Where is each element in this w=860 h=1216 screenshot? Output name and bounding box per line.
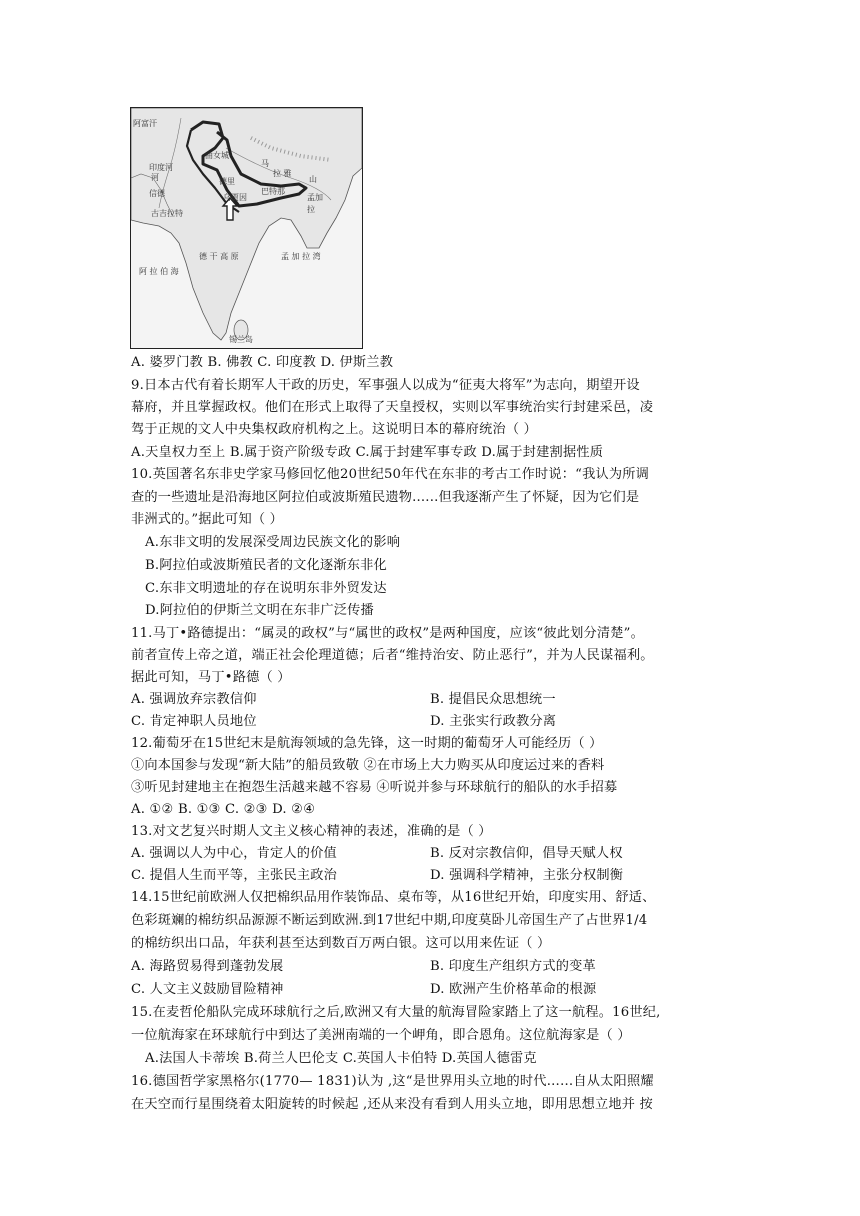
q11-stem-line-1: 11.马丁•路德提出：“属灵的政权”与“属世的政权”是两种国度，应该“彼此划分清楚”。 bbox=[131, 626, 644, 641]
map-label-kanauj: 曲女城 bbox=[205, 151, 229, 160]
q16-stem-line-2: 在天空而行星围绕着太阳旋转的时候起 ,还从来没有看到人用头立地，即用思想立地并 按 bbox=[131, 1097, 653, 1112]
map-label-deccan: 德 干 高 原 bbox=[199, 252, 239, 261]
q13-stem-line-1: 13.对文艺复兴时期人文主义核心精神的表述，准确的是（ ） bbox=[131, 824, 492, 839]
map-label-delhi: 德里 bbox=[219, 177, 235, 186]
q13-option-d: D. 强调科学精神，主张分权制衡 bbox=[430, 868, 624, 883]
map-label-gujarat: 古吉拉特 bbox=[151, 209, 183, 218]
india-route-map bbox=[131, 108, 362, 348]
q11-option-b: B. 提倡民众思想统一 bbox=[430, 692, 556, 707]
q14-option-a: A. 海路贸易得到蓬勃发展 bbox=[131, 959, 284, 974]
q14-option-d: D. 欧洲产生价格革命的根源 bbox=[430, 982, 597, 997]
q12-options: A. ①② B. ①③ C. ②③ D. ②④ bbox=[131, 802, 316, 817]
q11-option-a: A. 强调放弃宗教信仰 bbox=[131, 692, 257, 707]
q10-option-d: D.阿拉伯的伊斯兰文明在东非广泛传播 bbox=[145, 603, 374, 618]
q13-option-c: C. 提倡人生而平等，主张民主政治 bbox=[131, 868, 338, 883]
map-label-afghanistan: 阿富汗 bbox=[133, 119, 157, 128]
map-label-river: 河 bbox=[151, 173, 159, 182]
q12-item-line-2: ③听见封建地主在抱怨生活越来越不容易 ④听说并参与环球航行的船队的水手招募 bbox=[131, 780, 618, 795]
map-label-ujjain: 乌贾因 bbox=[223, 193, 247, 202]
q9-options: A.天皇权力至上 B.属于资产阶级专政 C.属于封建军事专政 D.属于封建割据性质 bbox=[131, 445, 604, 460]
map-label-arabian-sea: 阿 拉 伯 海 bbox=[139, 267, 179, 276]
q11-option-c: C. 肯定神职人员地位 bbox=[131, 714, 257, 729]
map-label-bay: 孟 加 拉 湾 bbox=[281, 252, 321, 261]
q13-option-a: A. 强调以人为中心，肯定人的价值 bbox=[131, 846, 337, 861]
map-label-xindu: 信德 bbox=[149, 189, 165, 198]
q12-item-line-1: ①向本国参与发现“新大陆”的船员致敬 ②在市场上大力购买从印度运过来的香料 bbox=[131, 758, 605, 773]
q10-option-c: C.东非文明遗址的存在说明东非外贸发达 bbox=[145, 581, 387, 596]
map-label-hima: 马 bbox=[261, 159, 269, 168]
q15-stem-line-1: 15.在麦哲伦船队完成环球航行之后,欧洲又有大量的航海冒险家踏上了这一航程。16世纪, bbox=[131, 1005, 661, 1020]
q10-stem-line-2: 查的一些遗址是沿海地区阿拉伯或波斯殖民遗物......但我逐渐产生了怀疑，因为它们是 bbox=[131, 490, 640, 505]
map-label-la: 拉 bbox=[307, 205, 315, 214]
q10-stem-line-1: 10.英国著名东非史学家马修回忆他20世纪50年代在东非的考古工作时说：“我认为所调 bbox=[131, 467, 650, 482]
q15-stem-line-2: 一位航海家在环球航行中到达了美洲南端的一个岬角，即合恩角。这位航海家是（ ） bbox=[131, 1028, 631, 1043]
q12-stem-line-1: 12.葡萄牙在15世纪末是航海领域的急先锋，这一时期的葡萄牙人可能经历（ ） bbox=[131, 736, 603, 751]
q9-stem-line-3: 驾于正规的文人中央集权政府机构之上。这说明日本的幕府统治（ ） bbox=[131, 422, 538, 437]
q10-option-b: B.阿拉伯或波斯殖民者的文化逐渐东非化 bbox=[145, 558, 387, 573]
q14-stem-line-1: 14.15世纪前欧洲人仅把棉织品用作装饰品、桌布等，从16世纪开始，印度实用、舒适、 bbox=[131, 890, 656, 905]
q10-stem-line-3: 非洲式的。”据此可知（ ） bbox=[131, 512, 283, 527]
q16-stem-line-1: 16.德国哲学家黑格尔(1770— 1831)认为 ,这“是世界用头立地的时代……自从太阳照耀 bbox=[131, 1074, 654, 1089]
map-label-ceylon: 锡兰岛 bbox=[229, 335, 253, 344]
map-label-shan: 山 bbox=[309, 175, 317, 184]
q11-stem-line-2: 前者宣传上帝之道，端正社会伦理道德；后者“维持治安、防止恶行”，并为人民谋福利。 bbox=[131, 648, 654, 663]
map-label-indus: 印度河 bbox=[149, 163, 173, 172]
q14-stem-line-3: 的棉纺织出口品，年获利甚至达到数百万两白银。这可以用来佐证（ ） bbox=[131, 936, 551, 951]
q14-option-b: B. 印度生产组织方式的变革 bbox=[430, 959, 596, 974]
map-label-lalaya: 拉 雅 bbox=[273, 169, 292, 178]
q14-stem-line-2: 色彩斑斓的棉纺织品源源不断运到欧洲.到17世纪中期,印度莫卧儿帝国生产了占世界1/4 bbox=[131, 913, 648, 928]
q11-stem-line-3: 据此可知，马丁•路德（ ） bbox=[131, 670, 291, 685]
q15-options: A.法国人卡蒂埃 B.荷兰人巴伦支 C.英国人卡伯特 D.英国人德雷克 bbox=[145, 1051, 537, 1066]
q9-stem-line-1: 9.日本古代有着长期军人干政的历史，军事强人以成为“征夷大将军”为志向，期望开设 bbox=[131, 378, 640, 393]
q8-options: A. 婆罗门教 B. 佛教 C. 印度教 D. 伊斯兰教 bbox=[131, 355, 394, 370]
q11-option-d: D. 主张实行政教分离 bbox=[430, 714, 557, 729]
map-label-bengal: 孟加 bbox=[307, 193, 323, 202]
q13-option-b: B. 反对宗教信仰，倡导天赋人权 bbox=[430, 846, 623, 861]
map-label-patna: 巴特那 bbox=[261, 187, 285, 196]
q9-stem-line-2: 幕府，并且掌握政权。他们在形式上取得了天皇授权，实则以军事统治实行封建采邑，凌 bbox=[131, 400, 654, 415]
q14-option-c: C. 人文主义鼓励冒险精神 bbox=[131, 982, 284, 997]
map-figure bbox=[130, 107, 363, 349]
q10-option-a: A.东非文明的发展深受周边民族文化的影响 bbox=[145, 535, 401, 550]
